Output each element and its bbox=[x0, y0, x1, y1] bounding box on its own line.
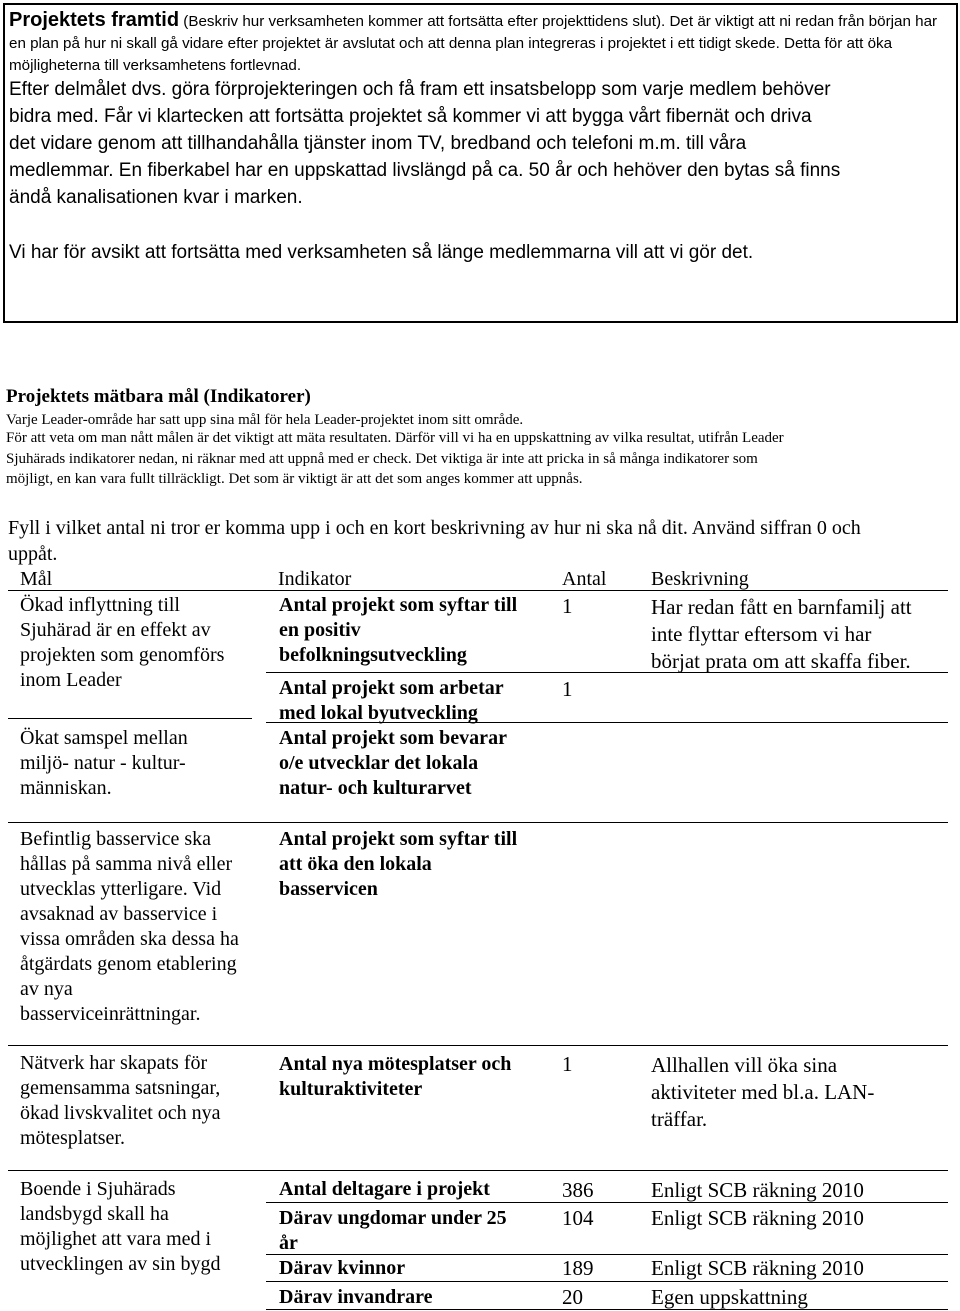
g5-mal-line: landsbygd skall ha bbox=[20, 1203, 169, 1225]
g1-r1-indikator bbox=[279, 593, 517, 668]
indikator-line: Antal projekt som arbetar bbox=[279, 677, 504, 699]
g5-mal-line: utvecklingen av sin bygd bbox=[20, 1253, 221, 1275]
matbara-instr2: uppåt. bbox=[8, 543, 58, 565]
framtid-line5: ändå kanalisationen kvar i marken. bbox=[9, 187, 303, 208]
g5-mal-line: möjlighet att vara med i bbox=[20, 1228, 212, 1250]
beskrivning-line: börjat prata om att skaffa fiber. bbox=[651, 649, 911, 673]
g3-rule bbox=[8, 1045, 948, 1046]
g5-r2-antal: 104 bbox=[562, 1206, 594, 1230]
g1-r1-beskrivning bbox=[651, 594, 912, 675]
col-header-indikator: Indikator bbox=[278, 568, 352, 590]
g5-r3-antal: 189 bbox=[562, 1256, 594, 1280]
indikator-line: Antal projekt som bevarar bbox=[279, 727, 507, 749]
g4-mal bbox=[20, 1051, 221, 1151]
g5-r3-rule bbox=[266, 1281, 948, 1282]
g1-mal-line: projekten som genomförs bbox=[20, 644, 225, 666]
g1-mal-line: inom Leader bbox=[20, 669, 122, 691]
g2-mal bbox=[20, 726, 188, 801]
g4-rule bbox=[8, 1170, 948, 1171]
g5-r1-beskrivning: Enligt SCB räkning 2010 bbox=[651, 1178, 864, 1202]
indikator-line: att öka den lokala bbox=[279, 853, 432, 875]
beskrivning-line: aktiviteter med bl.a. LAN- bbox=[651, 1080, 875, 1104]
g5-mal bbox=[20, 1177, 221, 1277]
matbara-p2b: Sjuhärads indikatorer nedan, ni räknar med att uppnå med er check. Det viktiga är inte att pricka in så många indikatorer som bbox=[6, 451, 758, 467]
col-header-beskrivning: Beskrivning bbox=[651, 568, 749, 590]
g3-mal-line: vissa områden ska dessa ha bbox=[20, 928, 239, 950]
col-header-mal: Mål bbox=[20, 568, 53, 590]
g4-mal-line: gemensamma satsningar, bbox=[20, 1077, 221, 1099]
matbara-p2a: För att veta om man nått målen är det viktigt att mäta resultaten. Därför vill vi ha en uppskattning av vilka resultat, utifrån Leader bbox=[6, 430, 784, 446]
g3-mal-line: basserviceinrättningar. bbox=[20, 1003, 201, 1025]
g2-mal-line: Ökat samspel mellan bbox=[20, 727, 188, 749]
g1-mal-rule bbox=[8, 718, 252, 719]
framtid-line4: medlemmar. En fiberkabel har en uppskattad livslängd på ca. 50 år och hehöver den bytas så finns bbox=[9, 160, 841, 181]
framtid-line2: bidra med. Får vi klartecken att fortsätta projektet så kommer vi att bygga vårt fibernät och driva bbox=[9, 106, 812, 127]
g1-r2-indikator bbox=[279, 676, 504, 726]
g5-r4-indikator: Därav invandrare bbox=[279, 1286, 433, 1308]
beskrivning-line: träffar. bbox=[651, 1107, 708, 1131]
indikator-line: Antal projekt som syftar till bbox=[279, 828, 518, 850]
g5-r4-beskrivning: Egen uppskattning bbox=[651, 1285, 808, 1309]
g1-r2-antal: 1 bbox=[562, 677, 573, 701]
indikator-line: Antal nya mötesplatser och bbox=[279, 1053, 512, 1075]
framtid-intro: Det är viktigt att ni redan från början har en plan på hur ni skall gå vidare efter projektet är avslutat och att denna plan integreras i projektet i ett tidigt skede. Detta för att öka möjligheterna till verksamhetens fortlevnad. bbox=[9, 13, 938, 74]
indikator-line: med lokal byutveckling bbox=[279, 702, 478, 724]
indikator-line: år bbox=[279, 1232, 298, 1254]
g5-r3-beskrivning: Enligt SCB räkning 2010 bbox=[651, 1256, 864, 1280]
g3-mal bbox=[20, 827, 239, 1027]
g1-r1-antal: 1 bbox=[562, 594, 573, 618]
framtid-line6: Vi har för avsikt att fortsätta med verksamheten så länge medlemmarna vill att vi gör det. bbox=[9, 242, 754, 263]
g1-r1-rule bbox=[266, 672, 948, 673]
g3-mal-line: utvecklas ytterligare. Vid bbox=[20, 878, 222, 900]
g5-r2-indikator bbox=[279, 1206, 507, 1256]
g2-mal-line: människan. bbox=[20, 777, 112, 799]
g5-r4-rule bbox=[266, 1309, 948, 1310]
framtid-line3: det vidare genom att tillhandahålla tjänster inom TV, bredband och telefoni m.m. till våra bbox=[9, 133, 747, 154]
g5-r4-antal: 20 bbox=[562, 1285, 583, 1309]
framtid-line1: Efter delmålet dvs. göra förprojekteringen och få fram ett insatsbelopp som varje medlem behöver bbox=[9, 79, 831, 100]
matbara-p2c: möjligt, en kan vara fullt tillräckligt. Det som är viktigt är att det som anges kommer att uppnås. bbox=[6, 471, 583, 487]
indikator-line: natur- och kulturarvet bbox=[279, 777, 472, 799]
beskrivning-line: inte flyttar eftersom vi har bbox=[651, 622, 872, 646]
g1-mal bbox=[20, 593, 224, 693]
g3-mal-line: åtgärdats genom etablering bbox=[20, 953, 237, 975]
indikator-line: o/e utvecklar det lokala bbox=[279, 752, 479, 774]
g3-r1-indikator bbox=[279, 827, 517, 902]
g4-mal-line: Nätverk har skapats för bbox=[20, 1052, 208, 1074]
g5-r2-rule bbox=[266, 1254, 948, 1255]
g5-r1-rule bbox=[266, 1202, 948, 1203]
g1-r2-rule bbox=[266, 722, 948, 723]
indikator-line: befolkningsutveckling bbox=[279, 644, 467, 666]
g5-r3-indikator: Därav kvinnor bbox=[279, 1257, 406, 1279]
indikator-line: kulturaktiviteter bbox=[279, 1078, 423, 1100]
g2-mal-line: miljö- natur - kultur- bbox=[20, 752, 186, 774]
g4-mal-line: mötesplatser. bbox=[20, 1127, 125, 1149]
g5-r1-indikator: Antal deltagare i projekt bbox=[279, 1178, 490, 1200]
g3-mal-line: hållas på samma nivå eller bbox=[20, 853, 233, 875]
beskrivning-line: Har redan fått en barnfamilj att bbox=[651, 595, 912, 619]
matbara-heading: Projektets mätbara mål (Indikatorer) bbox=[6, 386, 311, 407]
g3-mal-line: Befintlig basservice ska bbox=[20, 828, 212, 850]
g2-rule bbox=[8, 822, 948, 823]
indikator-line: basservicen bbox=[279, 878, 378, 900]
matbara-p1: Varje Leader-område har satt upp sina mål för hela Leader-projektet inom sitt område. bbox=[6, 412, 524, 428]
g4-r1-indikator bbox=[279, 1052, 511, 1102]
g5-mal-line: Boende i Sjuhärads bbox=[20, 1178, 176, 1200]
g4-mal-line: ökad livskvalitet och nya bbox=[20, 1102, 221, 1124]
framtid-heading: Projektets framtid bbox=[9, 9, 180, 31]
indikator-line: Antal projekt som syftar till bbox=[279, 594, 518, 616]
g4-r1-beskrivning bbox=[651, 1052, 874, 1133]
framtid-intro-block bbox=[9, 9, 949, 77]
g3-mal-line: av nya bbox=[20, 978, 73, 1000]
indikator-line: Därav ungdomar under 25 bbox=[279, 1207, 507, 1229]
col-header-antal: Antal bbox=[562, 568, 607, 590]
g2-r1-indikator bbox=[279, 726, 507, 801]
g3-mal-line: avsaknad av basservice i bbox=[20, 903, 218, 925]
g5-r1-antal: 386 bbox=[562, 1178, 594, 1202]
g1-mal-line: Ökad inflyttning till bbox=[20, 594, 180, 616]
g4-r1-antal: 1 bbox=[562, 1052, 573, 1076]
indikator-line: en positiv bbox=[279, 619, 361, 641]
g5-r2-beskrivning: Enligt SCB räkning 2010 bbox=[651, 1206, 864, 1230]
matbara-instr1: Fyll i vilket antal ni tror er komma upp i och en kort beskrivning av hur ni ska nå dit. Använd siffran 0 och bbox=[8, 517, 861, 539]
g1-mal-line: Sjuhärad är en effekt av bbox=[20, 619, 211, 641]
header-rule bbox=[8, 590, 948, 591]
beskrivning-line: Allhallen vill öka sina bbox=[651, 1053, 838, 1077]
framtid-hint: (Beskriv hur verksamheten kommer att fortsätta efter projekttidens slut). bbox=[179, 13, 670, 30]
